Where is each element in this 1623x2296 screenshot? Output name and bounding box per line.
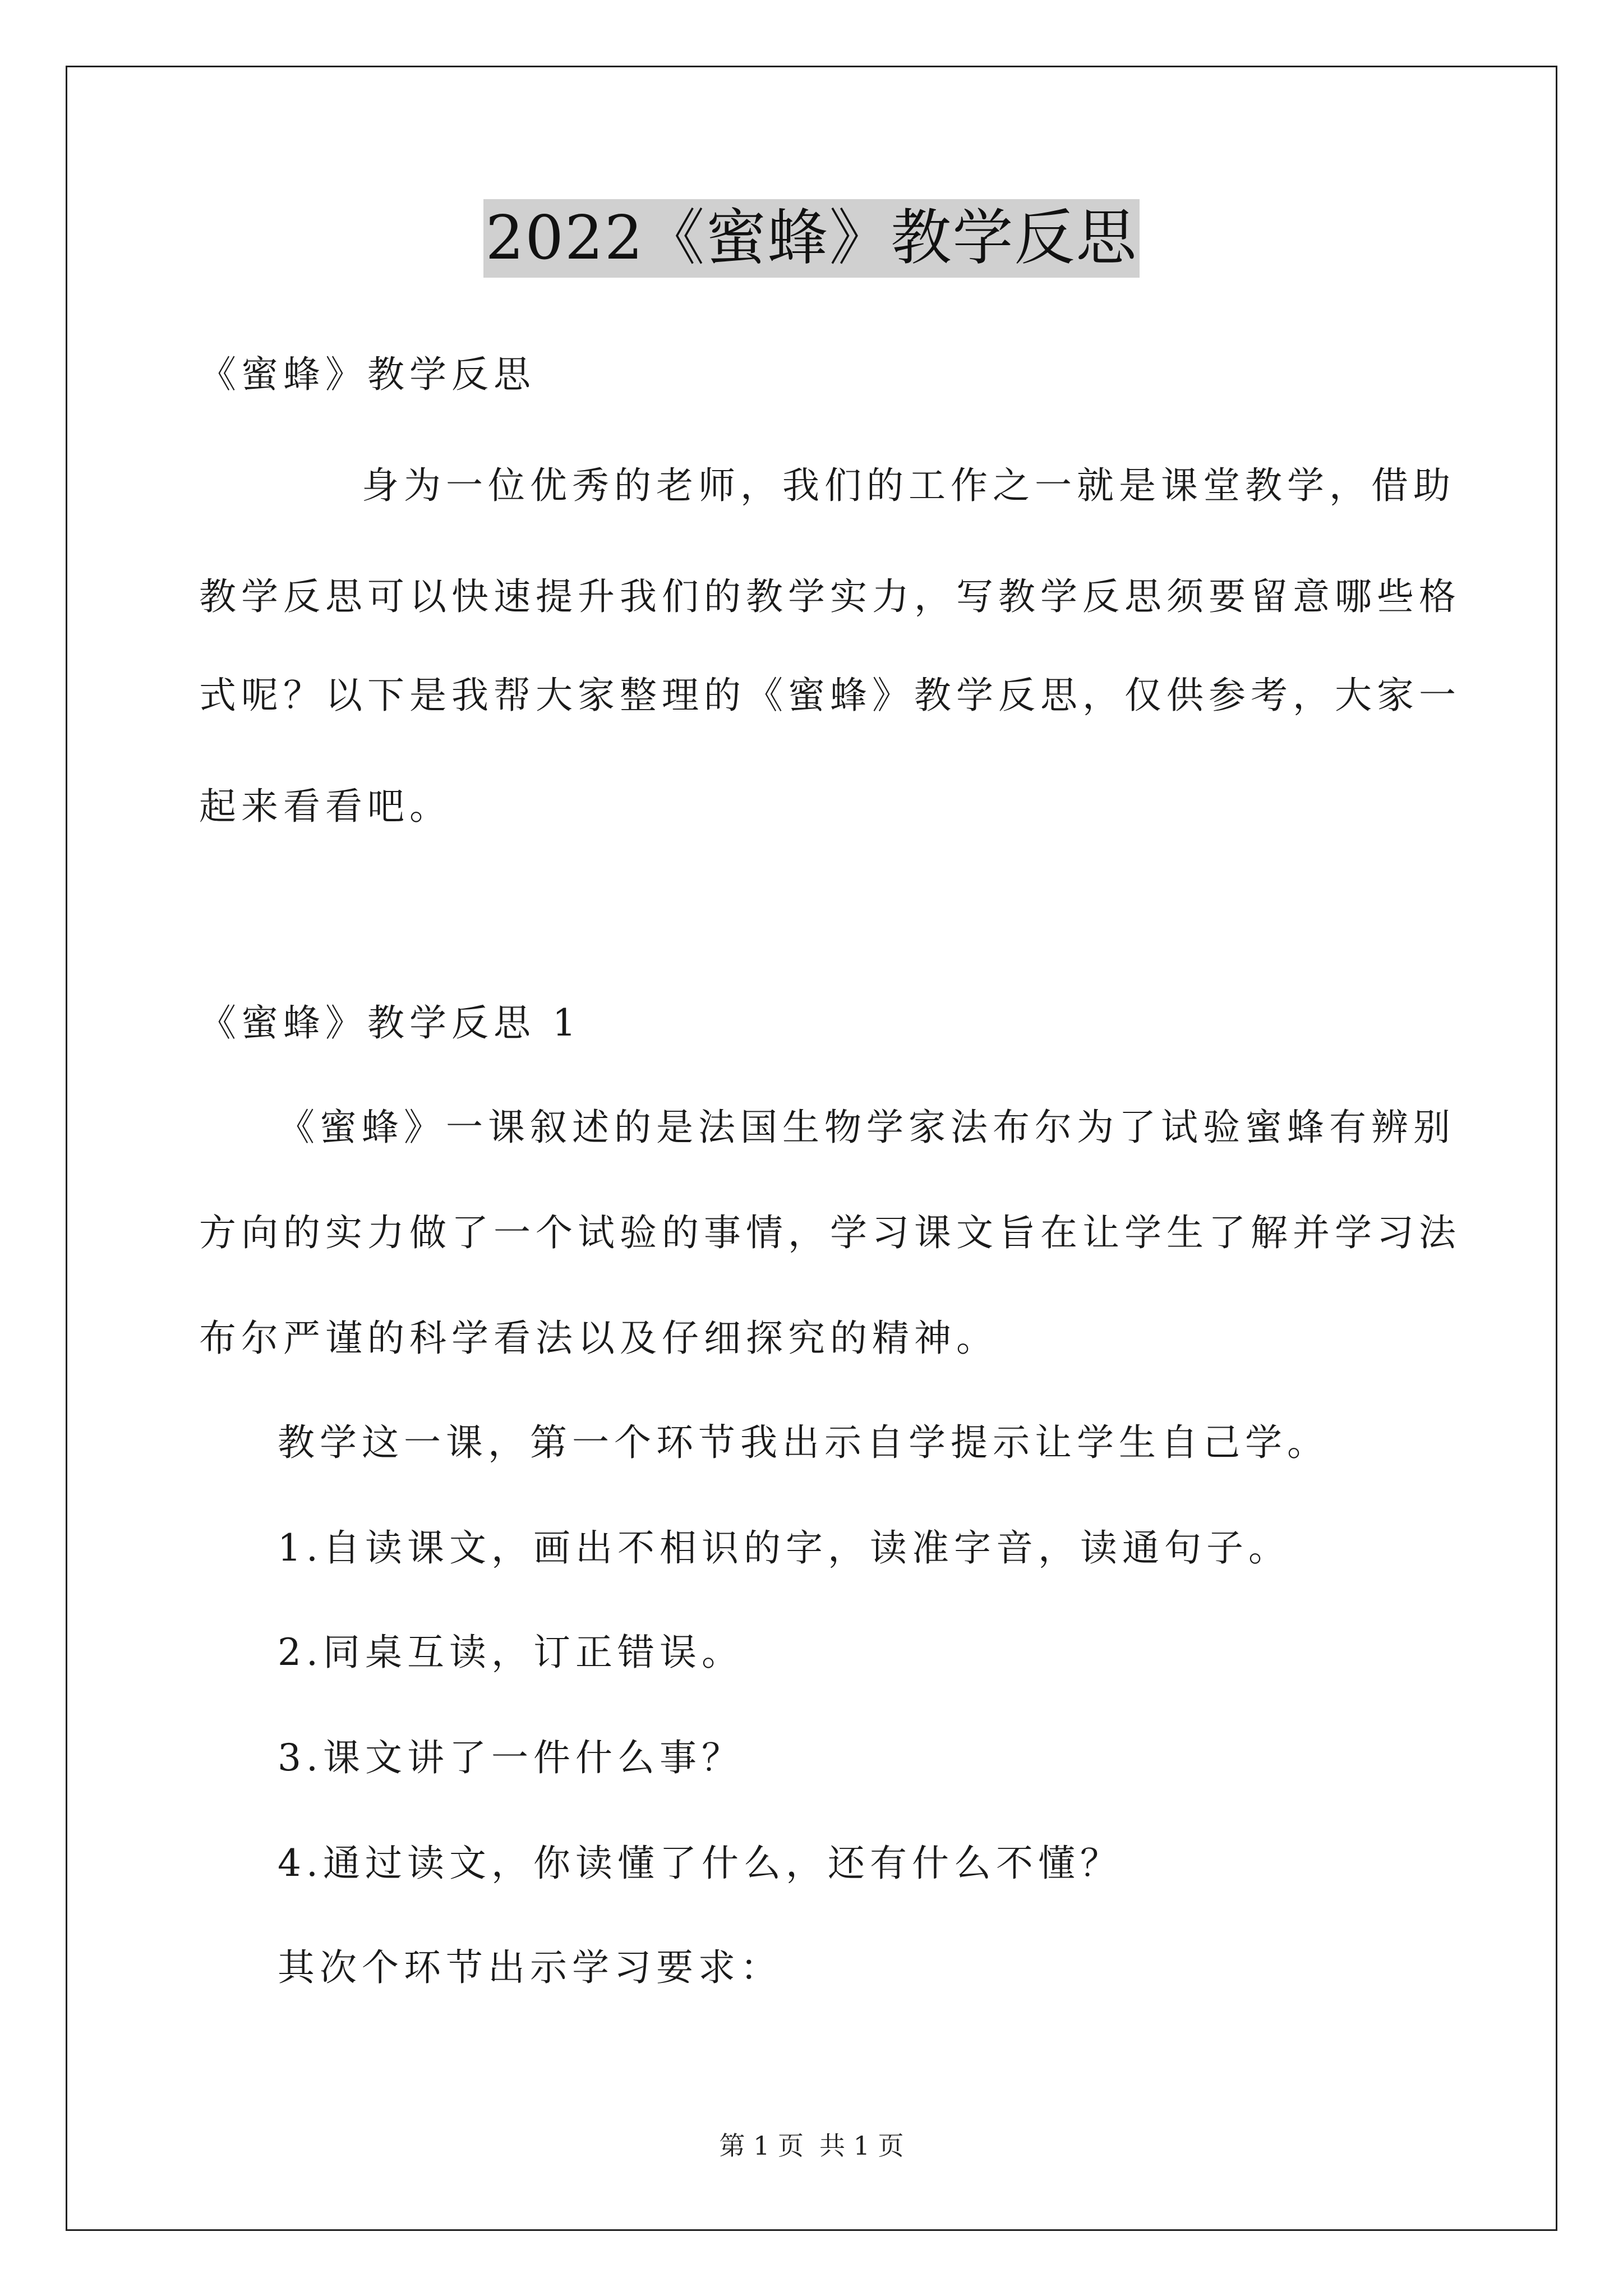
step-item-2: 2.同桌互读，订正错误。 xyxy=(278,1631,744,1674)
section-para-line-3: 布尔严谨的科学看法以及仔细探究的精神。 xyxy=(199,1317,998,1360)
page-current: 第 1 页 xyxy=(719,2131,804,2161)
step-item-1: 1.自读课文，画出不相识的字，读准字音，读通句子。 xyxy=(278,1526,1290,1570)
page-footer xyxy=(0,2129,1623,2162)
intro-line-2: 教学反思可以快速提升我们的教学实力，写教学反思须要留意哪些格 xyxy=(199,575,1461,618)
intro-line-4: 起来看看吧。 xyxy=(199,785,451,828)
subtitle: 《蜜蜂》教学反思 xyxy=(199,353,536,396)
second-step: 其次个环节出示学习要求： xyxy=(278,1946,782,1989)
step-intro: 教学这一课，第一个环节我出示自学提示让学生自己学。 xyxy=(278,1421,1329,1464)
intro-line-3: 式呢？以下是我帮大家整理的《蜜蜂》教学反思，仅供参考，大家一 xyxy=(199,674,1461,717)
section-heading: 《蜜蜂》教学反思 1 xyxy=(199,1001,581,1045)
step-item-4: 4.通过读文，你读懂了什么，还有什么不懂？ xyxy=(278,1842,1122,1885)
title-wrapper xyxy=(0,199,1623,278)
section-para-line-2: 方向的实力做了一个试验的事情，学习课文旨在让学生了解并学习法 xyxy=(199,1211,1461,1254)
document-title: 2022《蜜蜂》教学反思 xyxy=(483,199,1140,278)
page-total: 共 1 页 xyxy=(819,2131,904,2161)
step-item-3: 3.课文讲了一件什么事？ xyxy=(278,1736,744,1779)
section-para-line-1: 《蜜蜂》一课叙述的是法国生物学家法布尔为了试验蜜蜂有辨别 xyxy=(278,1106,1455,1149)
intro-line-1: 身为一位优秀的老师，我们的工作之一就是课堂教学，借助 xyxy=(362,464,1455,507)
